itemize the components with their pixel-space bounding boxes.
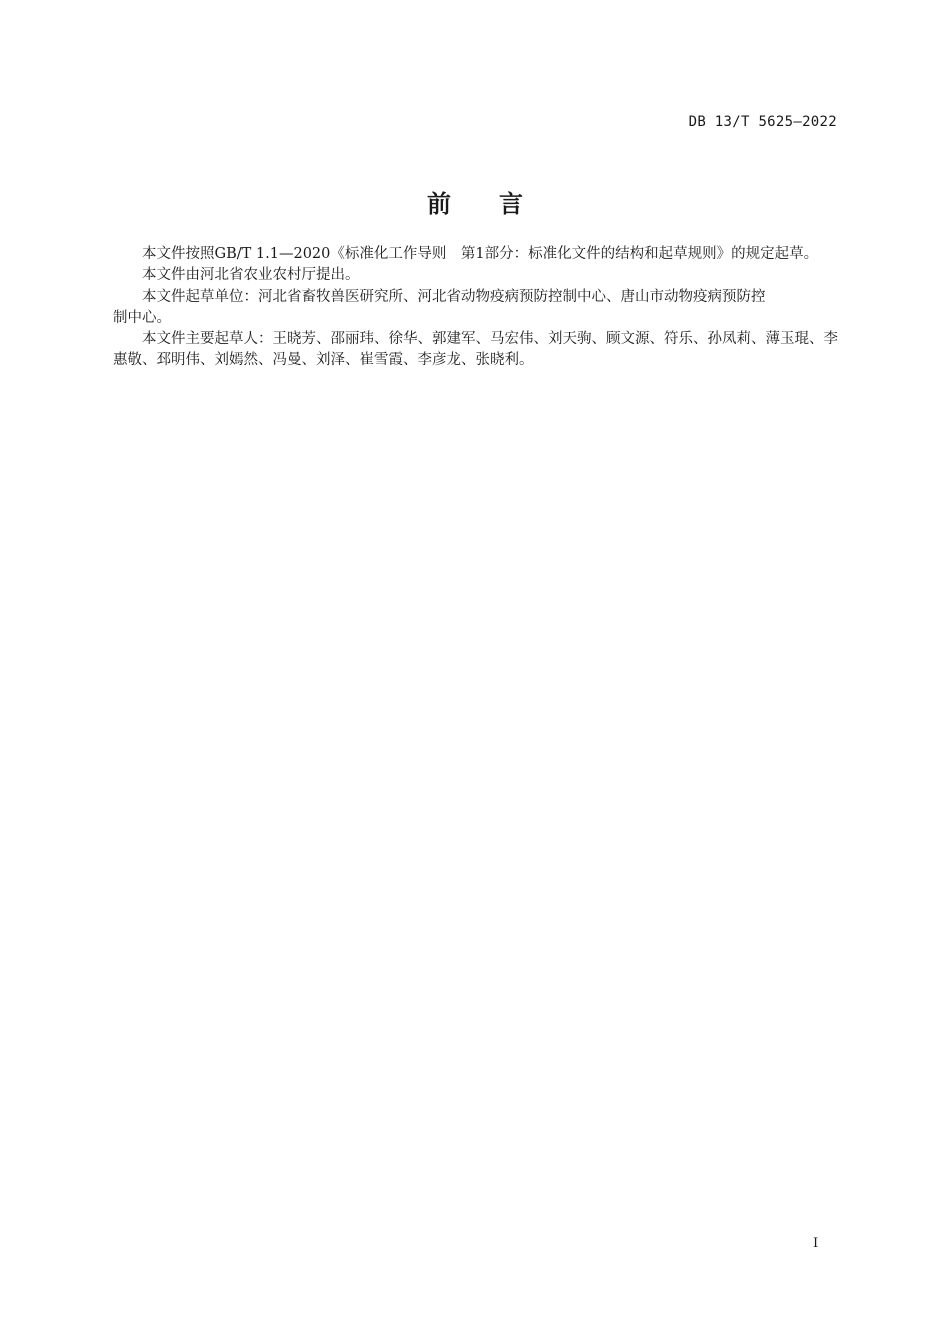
foreword-body xyxy=(113,244,838,372)
title-char-2: 言 xyxy=(499,190,523,218)
standard-code: DB 13/T 5625—2022 xyxy=(688,114,837,130)
title-char-1: 前 xyxy=(427,190,451,218)
paragraph-proposer: 本文件由河北省农业农村厅提出。 xyxy=(142,267,360,284)
paragraph-drafting-basis: 本文件按照GB/T 1.1—2020《标准化工作导则 第1部分：标准化文件的结构和起草规则》的规定起草。 xyxy=(142,246,819,262)
paragraph-drafters: 本文件主要起草人：王晓芳、邵丽玮、徐华、郭建军、马宏伟、刘天驹、顾文源、符乐、孙凤莉、薄玉琨、李惠敬、邳明伟、刘嫣然、冯曼、刘泽、崔雪霞、李彦龙、张晓利。 xyxy=(113,331,838,369)
page-number: I xyxy=(813,1236,819,1251)
paragraph-drafting-units-continued: 制中心。 xyxy=(113,309,171,326)
page-title xyxy=(0,184,950,219)
paragraph-drafting-units: 本文件起草单位：河北省畜牧兽医研究所、河北省动物疫病预防控制中心、唐山市动物疫病预防控 xyxy=(142,288,766,305)
